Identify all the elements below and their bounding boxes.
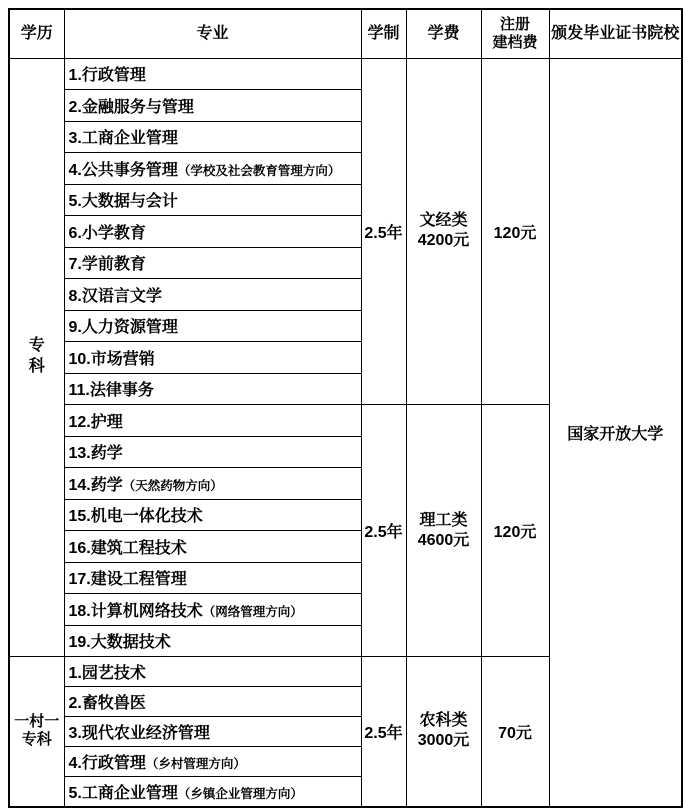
- major-cell: 13.药学: [64, 436, 361, 468]
- header-row: [9, 9, 682, 58]
- major-cell: 3.工商企业管理: [64, 121, 361, 153]
- tuition-fee-table: [8, 8, 683, 808]
- major-cell: 4.公共事务管理（学校及社会教育管理方向）: [64, 153, 361, 185]
- reg-fee-cell: 120元: [481, 58, 549, 405]
- header-reg-fee: [481, 9, 549, 58]
- reg-fee-cell: 120元: [481, 405, 549, 657]
- major-cell: 9.人力资源管理: [64, 310, 361, 342]
- major-cell: 5.工商企业管理（乡镇企业管理方向）: [64, 777, 361, 807]
- major-cell: 2.畜牧兽医: [64, 687, 361, 717]
- major-cell: 12.护理: [64, 405, 361, 437]
- duration-cell: 2.5年: [361, 58, 406, 405]
- major-cell: 14.药学（天然药物方向）: [64, 468, 361, 500]
- major-cell: 19.大数据技术: [64, 625, 361, 657]
- duration-cell: 2.5年: [361, 405, 406, 657]
- major-cell: 15.机电一体化技术: [64, 499, 361, 531]
- header-level: 学历: [9, 9, 64, 58]
- header-institution: 颁发毕业证书院校: [549, 9, 682, 58]
- major-cell: 5.大数据与会计: [64, 184, 361, 216]
- major-cell: 18.计算机网络技术（网络管理方向）: [64, 594, 361, 626]
- major-cell: 7.学前教育: [64, 247, 361, 279]
- duration-cell: 2.5年: [361, 657, 406, 807]
- level-cell-yicunyi: 一村一 专科: [9, 657, 64, 807]
- major-cell: 11.法律事务: [64, 373, 361, 405]
- header-duration: 学制: [361, 9, 406, 58]
- reg-fee-cell: 70元: [481, 657, 549, 807]
- major-cell: 3.现代农业经济管理: [64, 717, 361, 747]
- header-reg-fee-line1: 注册: [499, 15, 530, 33]
- major-cell: 17.建设工程管理: [64, 562, 361, 594]
- major-cell: 1.行政管理: [64, 58, 361, 90]
- header-major: 专业: [64, 9, 361, 58]
- major-cell: 8.汉语言文学: [64, 279, 361, 311]
- tuition-cell: 农科类 3000元: [406, 657, 481, 807]
- level-cell-zhuanke: 专 科: [9, 58, 64, 657]
- header-tuition: 学费: [406, 9, 481, 58]
- major-row: [9, 58, 682, 90]
- major-cell: 10.市场营销: [64, 342, 361, 374]
- major-cell: 4.行政管理（乡村管理方向）: [64, 747, 361, 777]
- header-reg-fee-line2: 建档费: [492, 33, 538, 51]
- major-cell: 6.小学教育: [64, 216, 361, 248]
- tuition-cell: 文经类 4200元: [406, 58, 481, 405]
- major-cell: 2.金融服务与管理: [64, 90, 361, 122]
- institution-cell: 国家开放大学: [549, 58, 682, 807]
- major-cell: 16.建筑工程技术: [64, 531, 361, 563]
- tuition-cell: 理工类 4600元: [406, 405, 481, 657]
- major-cell: 1.园艺技术: [64, 657, 361, 687]
